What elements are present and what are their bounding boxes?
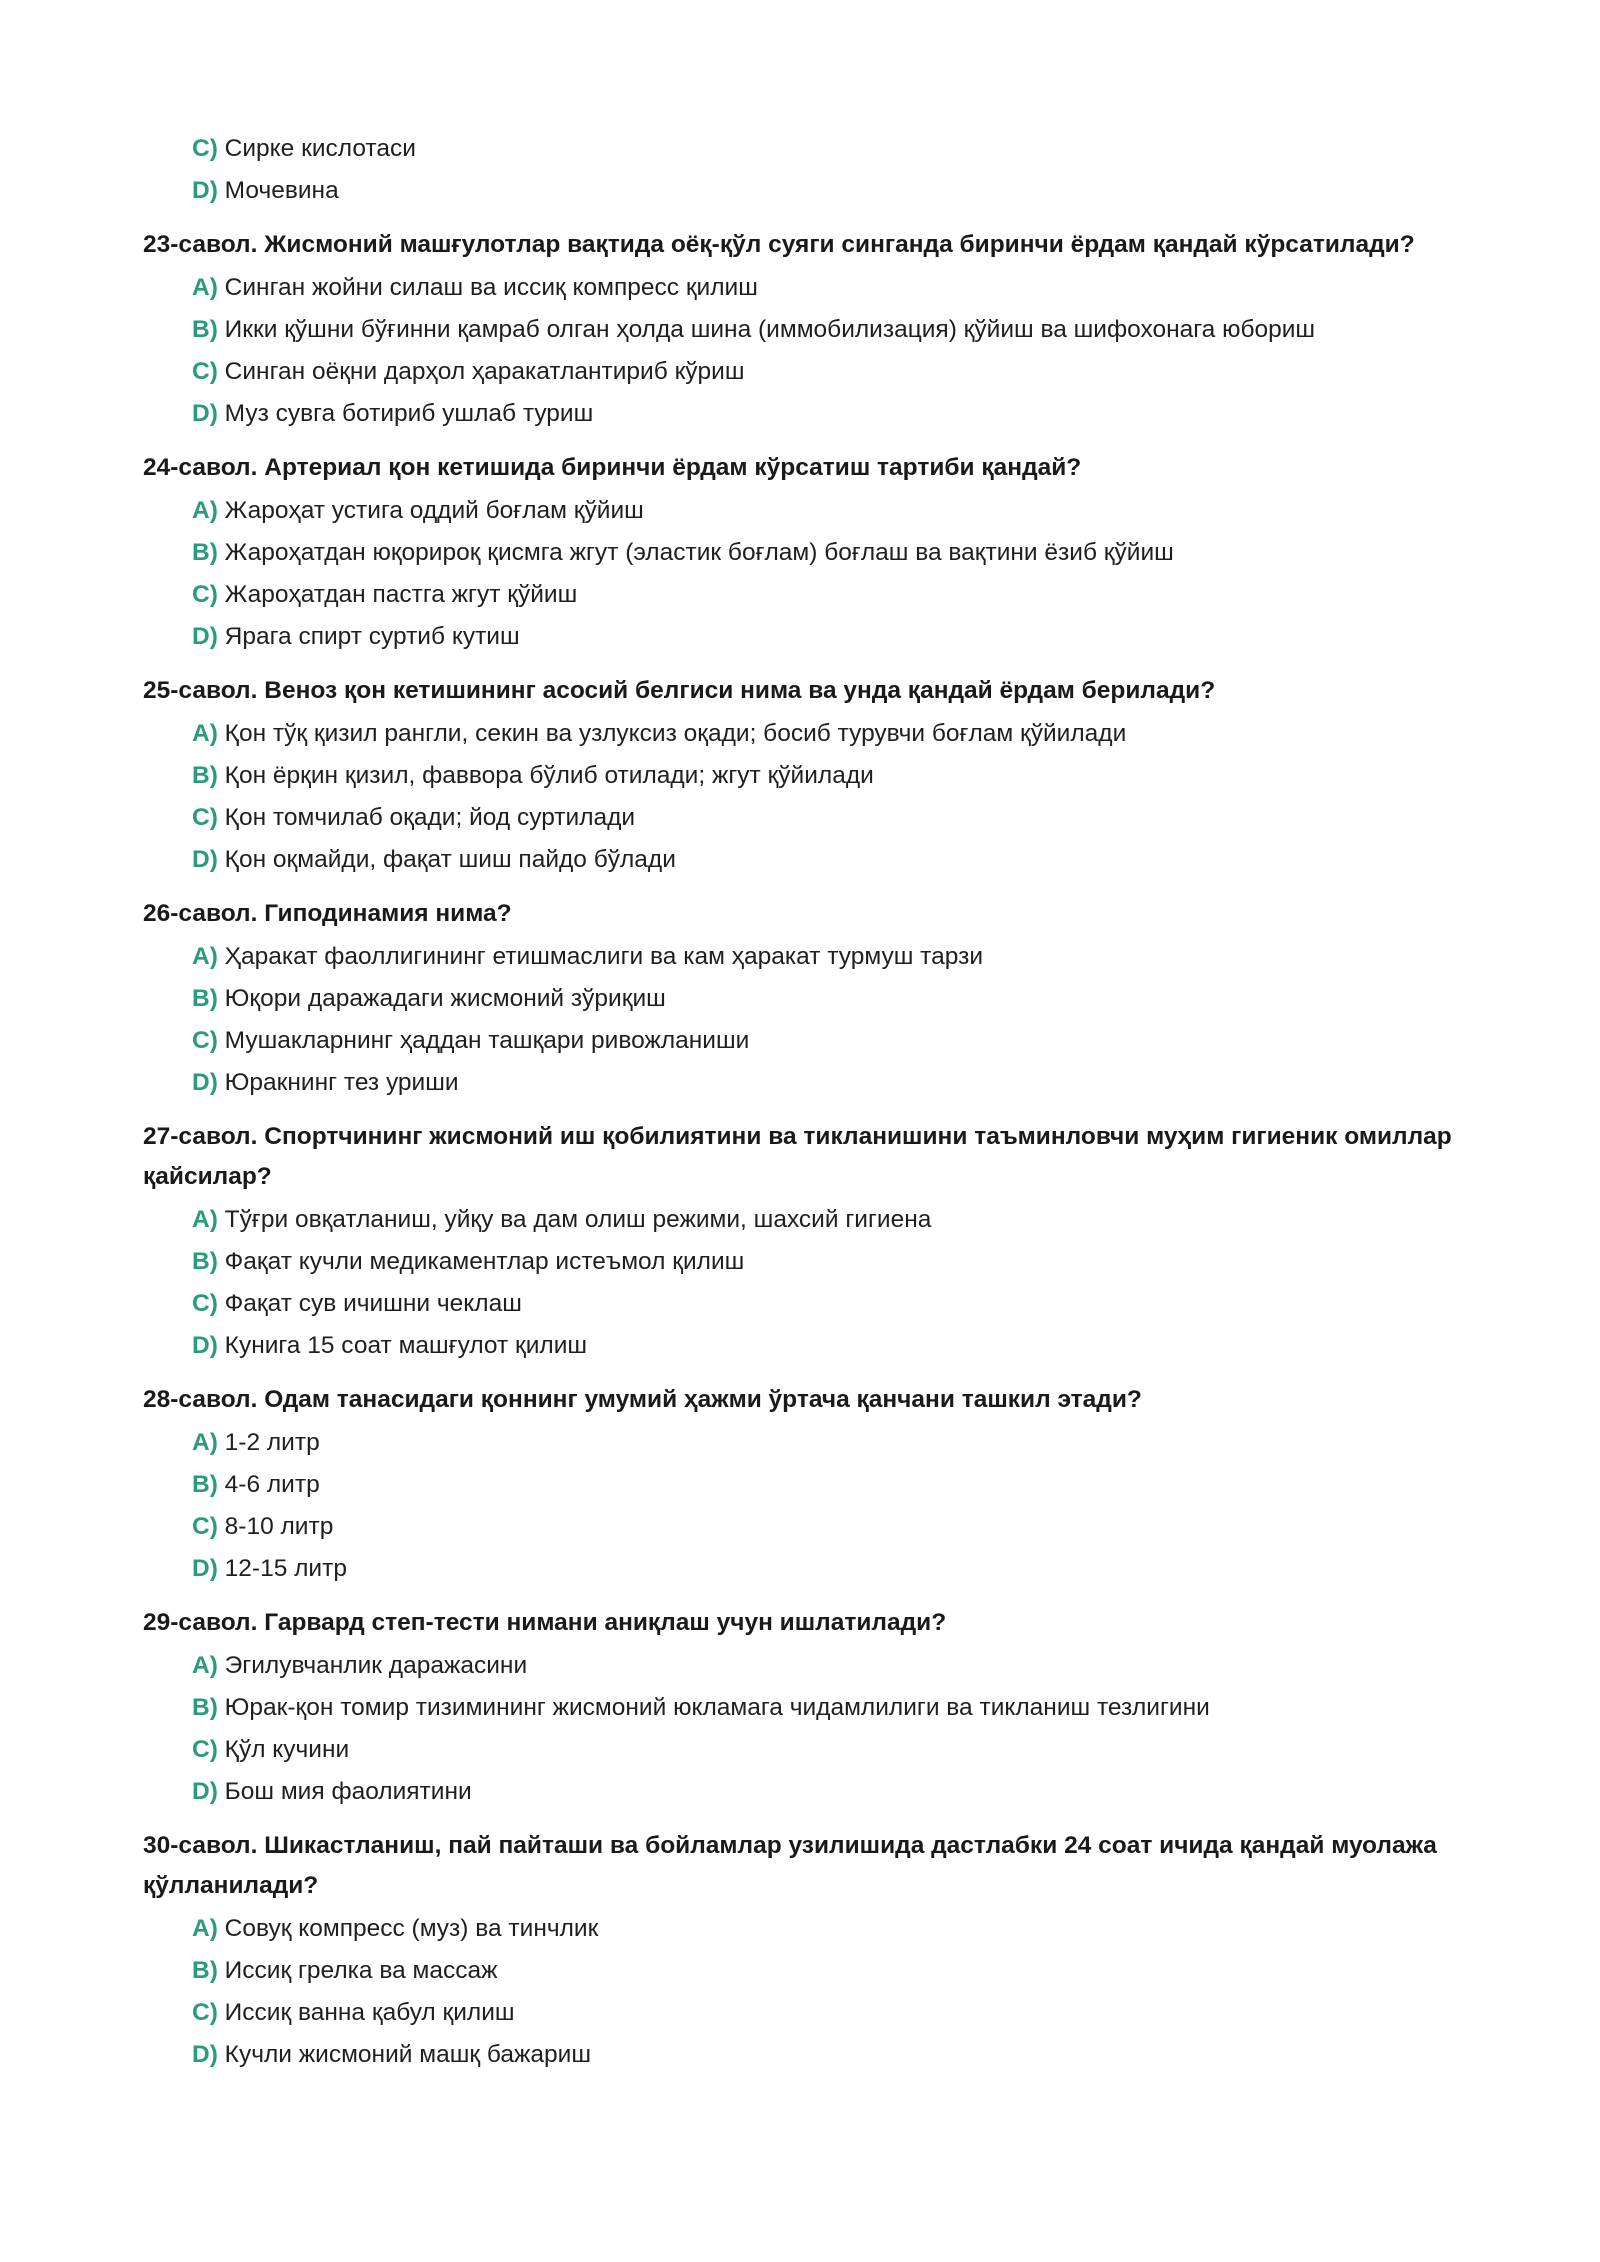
option-text: Юракнинг тез уриши [224, 1069, 459, 1096]
option-text: Юрак-қон томир тизимининг жисмоний юкламага чидамлилиги ва тикланиш тезлигини [224, 1694, 1210, 1721]
question-heading [143, 448, 1473, 488]
option-text: 1-2 литр [224, 1429, 320, 1456]
option-letter: D) [192, 846, 218, 873]
question-text: Веноз қон кетишининг асосий белгиси нима ва унда қандай ёрдам берилади? [264, 677, 1216, 704]
answer-option [143, 755, 1473, 797]
question-text: Гиподинамия нима? [264, 900, 512, 927]
answer-option [143, 1062, 1473, 1104]
option-letter: B) [192, 1248, 218, 1275]
option-letter: B) [192, 1957, 218, 1984]
option-text: Қўл кучини [224, 1736, 350, 1763]
option-letter: D) [192, 1778, 218, 1805]
answer-option [143, 1241, 1473, 1283]
answer-option [143, 1199, 1473, 1241]
question-text: Одам танасидаги қоннинг умумий ҳажми ўртача қанчани ташкил этади? [264, 1386, 1142, 1413]
answer-option [143, 1506, 1473, 1548]
option-text: 12-15 литр [224, 1555, 347, 1582]
question-text: Жисмоний машғулотлар вақтида оёқ-қўл суяги синганда биринчи ёрдам қандай кўрсатилади? [264, 231, 1415, 258]
question-heading [143, 1826, 1473, 1906]
option-text: Кучли жисмоний машқ бажариш [224, 2041, 591, 2068]
answer-option [143, 490, 1473, 532]
question-number: 27-савол. [143, 1123, 258, 1150]
question-number: 25-савол. [143, 677, 258, 704]
answer-option [143, 616, 1473, 658]
option-letter: D) [192, 623, 218, 650]
question-number: 30-савол. [143, 1832, 258, 1859]
answer-option [143, 839, 1473, 881]
answer-option [143, 1325, 1473, 1367]
answer-option [143, 936, 1473, 978]
option-letter: C) [192, 581, 218, 608]
answer-option [143, 1283, 1473, 1325]
option-text: Ҳаракат фаоллигининг етишмаслиги ва кам ҳаракат турмуш тарзи [224, 943, 983, 970]
answer-option [143, 1950, 1473, 1992]
option-text: Қон томчилаб оқади; йод суртилади [224, 804, 636, 831]
option-letter: B) [192, 985, 218, 1012]
answer-option [143, 1020, 1473, 1062]
question-text: Спортчининг жисмоний иш қобилиятини ва тикланишини таъминловчи муҳим гигиеник омиллар қайсилар? [143, 1123, 1452, 1190]
answer-option [143, 1422, 1473, 1464]
option-text: 4-6 литр [224, 1471, 320, 1498]
answer-option [143, 1645, 1473, 1687]
option-text: Фақат кучли медикаментлар истеъмол қилиш [224, 1248, 745, 1275]
option-text: Муз сувга ботириб ушлаб туриш [224, 400, 594, 427]
option-letter: C) [192, 1999, 218, 2026]
question-number: 29-савол. [143, 1609, 258, 1636]
question-text: Шикастланиш, пай пайташи ва бойламлар узилишида дастлабки 24 соат ичида қандай муолажа қўлланилади? [143, 1832, 1437, 1899]
option-letter: C) [192, 1290, 218, 1317]
option-letter: A) [192, 497, 218, 524]
option-letter: D) [192, 1332, 218, 1359]
option-letter: B) [192, 762, 218, 789]
option-letter: C) [192, 1027, 218, 1054]
question-heading [143, 894, 1473, 934]
answer-option [143, 1992, 1473, 2034]
answer-option [143, 2034, 1473, 2076]
option-text: Синган оёқни дарҳол ҳаракатлантириб кўриш [224, 358, 745, 385]
option-text: Иссиқ грелка ва массаж [224, 1957, 498, 1984]
question-heading [143, 1603, 1473, 1643]
option-text: Жароҳатдан юқорироқ қисмга жгут (эластик боғлам) боғлаш ва вақтини ёзиб қўйиш [224, 539, 1174, 566]
answer-option [143, 351, 1473, 393]
option-letter: A) [192, 1915, 218, 1942]
option-letter: A) [192, 274, 218, 301]
option-letter: A) [192, 1652, 218, 1679]
option-letter: C) [192, 804, 218, 831]
question-heading [143, 225, 1473, 265]
option-text: Фақат сув ичишни чеклаш [224, 1290, 522, 1317]
question-text: Гарвард степ-тести нимани аниқлаш учун ишлатилади? [264, 1609, 947, 1636]
option-letter: A) [192, 1429, 218, 1456]
option-letter: B) [192, 1694, 218, 1721]
option-letter: B) [192, 539, 218, 566]
answer-option [143, 1771, 1473, 1813]
answer-option [143, 267, 1473, 309]
option-text: Бош мия фаолиятини [224, 1778, 472, 1805]
answer-option [143, 1908, 1473, 1950]
question-text: Артериал қон кетишида биринчи ёрдам кўрсатиш тартиби қандай? [264, 454, 1082, 481]
option-text: Жароҳат устига оддий боғлам қўйиш [224, 497, 644, 524]
option-letter: D) [192, 1555, 218, 1582]
option-text: Синган жойни силаш ва иссиқ компресс қилиш [224, 274, 758, 301]
answer-option [143, 978, 1473, 1020]
option-text: Совуқ компресс (муз) ва тинчлик [224, 1915, 599, 1942]
option-text: Кунига 15 соат машғулот қилиш [224, 1332, 588, 1359]
quiz-content [143, 128, 1473, 2076]
option-text: Юқори даражадаги жисмоний зўриқиш [224, 985, 666, 1012]
question-number: 28-савол. [143, 1386, 258, 1413]
option-letter: A) [192, 1206, 218, 1233]
answer-option [143, 1548, 1473, 1590]
question-heading [143, 1380, 1473, 1420]
answer-option [143, 713, 1473, 755]
answer-option [143, 1464, 1473, 1506]
option-text: Мочевина [224, 177, 339, 204]
answer-option [143, 1687, 1473, 1729]
option-letter: C) [192, 358, 218, 385]
option-letter: B) [192, 316, 218, 343]
option-letter: D) [192, 177, 218, 204]
option-letter: C) [192, 1513, 218, 1540]
question-number: 26-савол. [143, 900, 258, 927]
option-text: Эгилувчанлик даражасини [224, 1652, 528, 1679]
option-text: Ярага спирт суртиб кутиш [224, 623, 520, 650]
answer-option [143, 797, 1473, 839]
option-letter: D) [192, 2041, 218, 2068]
answer-option [143, 532, 1473, 574]
question-number: 24-савол. [143, 454, 258, 481]
option-text: Қон ёрқин қизил, фаввора бўлиб отилади; жгут қўйилади [224, 762, 874, 789]
option-text: Сирке кислотаси [224, 135, 416, 162]
question-number: 23-савол. [143, 231, 258, 258]
option-text: Жароҳатдан пастга жгут қўйиш [224, 581, 578, 608]
answer-option [143, 128, 1473, 170]
option-letter: A) [192, 943, 218, 970]
option-text: 8-10 литр [224, 1513, 334, 1540]
option-letter: C) [192, 135, 218, 162]
option-text: Тўғри овқатланиш, уйқу ва дам олиш режими, шахсий гигиена [224, 1206, 932, 1233]
option-letter: B) [192, 1471, 218, 1498]
option-letter: D) [192, 400, 218, 427]
option-text: Мушакларнинг ҳаддан ташқари ривожланиши [224, 1027, 750, 1054]
answer-option [143, 574, 1473, 616]
option-letter: D) [192, 1069, 218, 1096]
question-heading [143, 1117, 1473, 1197]
option-letter: C) [192, 1736, 218, 1763]
option-text: Қон оқмайди, фақат шиш пайдо бўлади [224, 846, 676, 873]
answer-option [143, 309, 1473, 351]
answer-option [143, 1729, 1473, 1771]
question-heading [143, 671, 1473, 711]
answer-option [143, 393, 1473, 435]
option-text: Қон тўқ қизил рангли, секин ва узлуксиз оқади; босиб турувчи боғлам қўйилади [224, 720, 1127, 747]
answer-option [143, 170, 1473, 212]
option-text: Икки қўшни бўғинни қамраб олган ҳолда шина (иммобилизация) қўйиш ва шифохонага юбориш [224, 316, 1316, 343]
option-text: Иссиқ ванна қабул қилиш [224, 1999, 515, 2026]
option-letter: A) [192, 720, 218, 747]
